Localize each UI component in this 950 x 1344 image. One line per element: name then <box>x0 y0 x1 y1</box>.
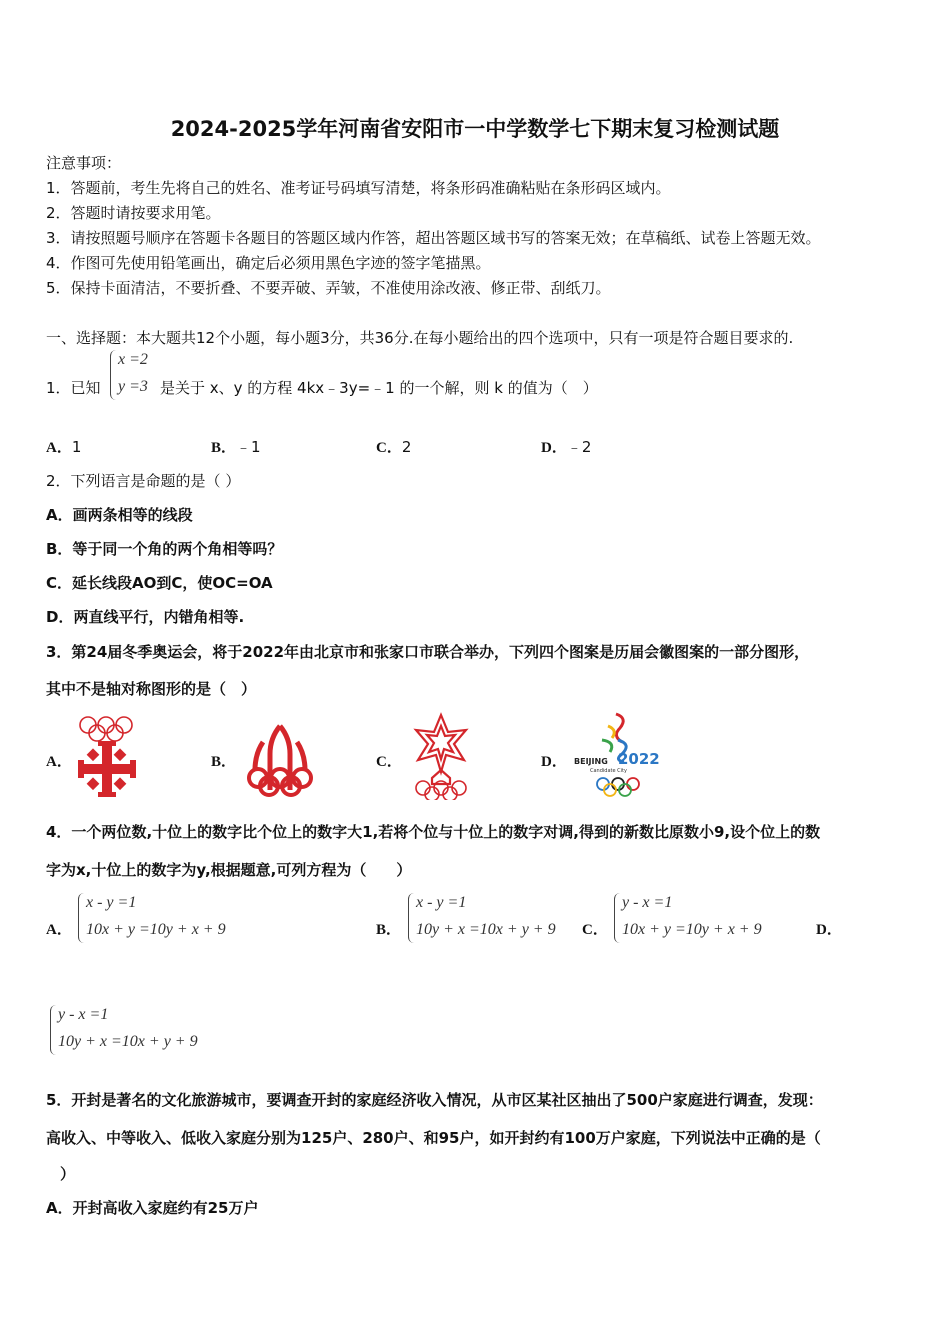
system-line1: y - x =1 <box>622 894 673 911</box>
q3-option-d-label[interactable] <box>541 750 567 771</box>
option-label: D． <box>541 440 567 456</box>
option-label: B． <box>211 754 237 770</box>
system-line2: 10x + y =10y + x + 9 <box>86 921 226 938</box>
q2-stem: 2．下列语言是命题的是（ ） <box>46 472 241 490</box>
option-label: B． <box>211 440 237 456</box>
calgary-emblem-icon <box>408 712 474 800</box>
q5-stem-line2: 高收入、中等收入、低收入家庭分别为125户、280户、和95户，如开封约有100万户家庭，下列说法中正确的是（ <box>46 1129 821 1147</box>
option-label: C． <box>376 754 402 770</box>
q3-stem-line2: 其中不是轴对称图形的是（ ） <box>46 680 257 698</box>
q1-prefix: 1．已知 <box>46 379 101 397</box>
notice-item: 3．请按照题号顺序在答题卡各题目的答题区域内作答，超出答题区域书写的答案无效；在草稿纸、试卷上答题无效。 <box>46 229 821 247</box>
option-label: A． <box>46 754 72 770</box>
beijing-2022-emblem <box>572 710 664 802</box>
option-text: ﹣2 <box>566 438 592 456</box>
q1-option-d[interactable] <box>541 436 591 457</box>
q1-option-c[interactable] <box>376 436 411 457</box>
year-text: 2022 <box>618 750 660 768</box>
q4-option-a-system[interactable] <box>78 893 248 945</box>
system-line1: x - y =1 <box>416 894 467 911</box>
system-line2: 10y + x =10x + y + 9 <box>58 1033 198 1050</box>
q1-option-a[interactable] <box>46 436 81 457</box>
option-label: A． <box>46 922 72 938</box>
page-title: 2024-2025学年河南省安阳市一中学数学七下期末复习检测试题 <box>170 117 780 141</box>
q2-option-a[interactable]: A．画两条相等的线段 <box>46 506 193 524</box>
notice-item: 5．保持卡面清洁，不要折叠、不要弄破、弄皱，不准使用涂改液、修正带、刮纸刀。 <box>46 279 611 297</box>
system-line1: y - x =1 <box>58 1006 109 1023</box>
q5-stem-line3: ） <box>60 1165 76 1183</box>
option-label: C． <box>582 922 608 938</box>
q2-option-b[interactable]: B．等于同一个角的两个角相等吗？ <box>46 540 283 558</box>
option-text: 1 <box>71 438 82 456</box>
notice-item: 4．作图可先使用铅笔画出，确定后必须用黑色字迹的签字笔描黑。 <box>46 254 491 272</box>
q4-stem-line1: 4．一个两位数,十位上的数字比个位上的数字大1,若将个位与十位上的数字对调,得到的新数比原数小9,设个位上的数 <box>46 823 821 841</box>
q4-option-b-system[interactable] <box>408 893 578 945</box>
system-line2: 10y + x =10x + y + 9 <box>416 921 556 938</box>
q1-suffix: 是关于 x、y 的方程 4kx﹣3y=﹣1 的一个解，则 k 的值为（ ） <box>160 379 598 397</box>
q1-system-line1: x =2 <box>118 351 148 368</box>
q2-option-c[interactable]: C．延长线段AO到C，使OC=OA <box>46 574 273 592</box>
q3-option-c-label[interactable] <box>376 750 402 771</box>
q3-stem-line1: 3．第24届冬季奥运会，将于2022年由北京市和张家口市联合举办，下列四个图案是历届会徽图案的一部分图形， <box>46 643 810 661</box>
notice-item: 2．答题时请按要求用笔。 <box>46 204 221 222</box>
section-heading: 一、选择题：本大题共12个小题，每小题3分，共36分.在每小题给出的四个选项中，只有一项是符合题目要求的. <box>46 329 794 347</box>
system-line1: x - y =1 <box>86 894 137 911</box>
sarajevo-emblem-icon <box>75 712 139 798</box>
q4-option-d-system[interactable] <box>50 1005 220 1057</box>
q4-option-c-system[interactable] <box>614 893 784 945</box>
option-label: C． <box>376 440 402 456</box>
q3-option-a-label[interactable] <box>46 750 72 771</box>
q1-system-line2: y =3 <box>118 378 148 395</box>
system-line2: 10x + y =10y + x + 9 <box>622 921 762 938</box>
beijing-text: BEIJING <box>574 757 608 766</box>
option-label: B． <box>376 922 402 938</box>
option-text: 2 <box>401 438 412 456</box>
q4-option-a-label[interactable] <box>46 918 72 939</box>
q2-option-d[interactable]: D．两直线平行，内错角相等. <box>46 608 245 626</box>
q3-option-b-label[interactable] <box>211 750 236 771</box>
q1-system <box>110 350 160 402</box>
notice-item: 1．答题前，考生先将自己的姓名、准考证号码填写清楚，将条形码准确粘贴在条形码区域内。 <box>46 179 671 197</box>
q5-option-a[interactable]: A．开封高收入家庭约有25万户 <box>46 1199 259 1217</box>
q4-option-b-label[interactable] <box>376 918 401 939</box>
q5-stem-line1: 5．开封是著名的文化旅游城市，要调查开封的家庭经济收入情况，从市区某社区抽出了500户家庭进行调查，发现： <box>46 1091 823 1109</box>
q1-option-b[interactable] <box>211 436 261 457</box>
candidate-city-text: Candidate City <box>590 768 627 774</box>
option-text: ﹣1 <box>236 438 261 456</box>
notice-heading: 注意事项： <box>46 154 122 172</box>
option-label: A． <box>46 440 72 456</box>
q4-option-d-label[interactable] <box>816 918 842 939</box>
option-label: D． <box>816 922 842 938</box>
option-label: D． <box>541 754 567 770</box>
q4-stem-line2: 字为x,十位上的数字为y,根据题意,可列方程为（ ） <box>46 861 412 879</box>
q4-option-c-label[interactable] <box>582 918 608 939</box>
montreal-emblem-icon <box>243 720 317 798</box>
